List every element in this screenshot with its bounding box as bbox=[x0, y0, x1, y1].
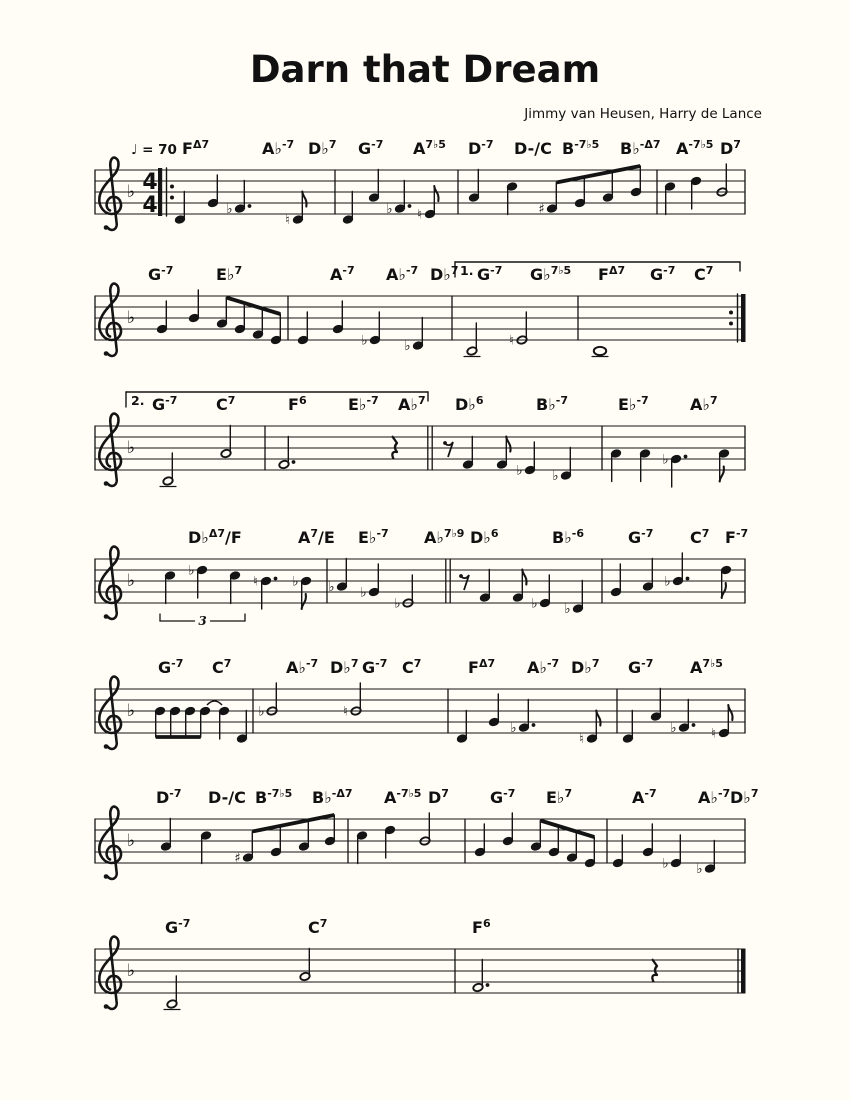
chord-symbol: D♭$^6$ bbox=[470, 527, 499, 547]
chord-symbol: $G^{-7}$ bbox=[158, 657, 184, 677]
treble-clef-icon bbox=[99, 807, 121, 879]
note bbox=[384, 825, 395, 858]
note bbox=[488, 694, 499, 727]
accidental-flat: ♭ bbox=[531, 596, 538, 612]
chord-symbol: E♭$^7$ bbox=[216, 264, 243, 284]
note bbox=[479, 570, 490, 603]
treble-clef-dot bbox=[104, 1004, 109, 1009]
treble-clef-dot bbox=[104, 744, 109, 749]
accidental-natural: ♮ bbox=[579, 732, 584, 747]
chord-symbol: $D^7$ bbox=[720, 138, 741, 158]
accidental-natural: ♮ bbox=[343, 704, 348, 720]
chord-symbol: E♭$^{-7}$ bbox=[358, 527, 389, 547]
accidental-flat: ♭ bbox=[662, 856, 669, 872]
treble-clef-dot bbox=[104, 481, 109, 486]
note bbox=[236, 711, 247, 744]
note bbox=[174, 192, 185, 225]
chord-symbol: $F^{\Delta 7}$ bbox=[598, 264, 626, 284]
chord-symbol: $G^{-7}$ bbox=[148, 264, 174, 284]
chord-symbol: $C^7$ bbox=[694, 264, 714, 284]
note bbox=[650, 689, 661, 722]
final-barline bbox=[741, 949, 746, 994]
music-notation bbox=[95, 138, 758, 1010]
treble-clef-dot bbox=[104, 614, 109, 619]
accidental-natural: ♮ bbox=[285, 213, 290, 228]
chord-symbol: $G^{-7}$ bbox=[628, 657, 654, 677]
note bbox=[496, 437, 510, 470]
chord-symbol: D♭$^7$ bbox=[571, 657, 600, 677]
augmentation-dot bbox=[532, 723, 536, 727]
tie bbox=[207, 701, 222, 705]
note bbox=[592, 347, 608, 357]
triplet-number: 3 bbox=[198, 614, 207, 628]
chord-symbol: $A^{7♭5}$ bbox=[690, 657, 723, 677]
chord-symbol: A♭$^{-7}$ bbox=[286, 657, 319, 677]
accidental-flat: ♭ bbox=[564, 602, 571, 617]
chord-symbol: A♭$^{-7}$ bbox=[386, 264, 419, 284]
chord-symbol: $D^{-7}$ bbox=[468, 138, 494, 158]
chord-symbol: $A^{-7}$ bbox=[330, 264, 355, 284]
chord-symbol: $F^{\Delta 7}$ bbox=[468, 657, 496, 677]
chord-symbol: $A^7/E$ bbox=[298, 527, 335, 547]
chord-symbol: $D^{-7}$ bbox=[156, 787, 182, 807]
note bbox=[468, 170, 479, 203]
repeat-start-barline bbox=[158, 168, 162, 216]
composer-credit: Jimmy van Heusen, Harry de Lance bbox=[524, 106, 762, 122]
accidental-flat: ♭ bbox=[258, 704, 265, 720]
note bbox=[229, 571, 240, 604]
accidental-flat: ♭ bbox=[516, 463, 523, 479]
note bbox=[506, 182, 517, 215]
treble-clef-icon bbox=[99, 937, 121, 1009]
note bbox=[386, 181, 411, 218]
key-signature-flat: ♭ bbox=[127, 701, 136, 721]
chord-symbol: $G^{-7}$ bbox=[490, 787, 516, 807]
eighth-rest bbox=[446, 442, 454, 457]
beam bbox=[226, 298, 280, 315]
chord-symbol: B♭$^{-7}$ bbox=[536, 394, 568, 414]
key-signature-flat: ♭ bbox=[127, 961, 136, 981]
chord-symbol: A♭$^{7♭9}$ bbox=[424, 527, 465, 547]
treble-clef-icon bbox=[99, 414, 121, 486]
treble-clef-icon bbox=[99, 547, 121, 619]
note bbox=[718, 449, 729, 482]
note bbox=[404, 318, 423, 355]
chord-symbol: D♭$^7$ bbox=[430, 264, 459, 284]
note bbox=[188, 290, 199, 323]
accidental-flat: ♭ bbox=[292, 574, 299, 590]
note bbox=[164, 571, 175, 604]
accidental-flat: ♭ bbox=[328, 580, 335, 595]
treble-clef-icon bbox=[99, 677, 121, 749]
staff-system-3 bbox=[95, 392, 745, 487]
chord-symbol: $A^{-7♭5}$ bbox=[384, 787, 422, 807]
accidental-flat: ♭ bbox=[386, 202, 393, 217]
chord-symbol: E♭$^{-7}$ bbox=[618, 394, 649, 414]
note bbox=[670, 700, 695, 737]
eighth-rest bbox=[462, 575, 470, 590]
note bbox=[328, 559, 347, 596]
triplet-bracket bbox=[160, 614, 245, 628]
accidental-flat: ♭ bbox=[226, 202, 233, 217]
accidental-sharp: ♯ bbox=[234, 851, 241, 866]
chord-symbol: $C^7$ bbox=[402, 657, 422, 677]
chord-symbol: $G^{-7}$ bbox=[165, 917, 191, 937]
note bbox=[664, 182, 675, 215]
accidental-flat: ♭ bbox=[188, 563, 195, 579]
augmentation-dot bbox=[292, 460, 296, 464]
accidental-flat: ♭ bbox=[361, 333, 368, 349]
staff-system-6 bbox=[95, 787, 758, 879]
note bbox=[538, 202, 557, 217]
accidental-sharp: ♯ bbox=[538, 202, 545, 217]
note bbox=[510, 700, 535, 737]
note bbox=[278, 437, 295, 470]
note bbox=[160, 819, 171, 852]
staff-system-2 bbox=[95, 262, 746, 357]
note bbox=[220, 426, 231, 459]
accidental-flat: ♭ bbox=[670, 721, 677, 736]
chord-symbol: $F^{-7}$ bbox=[725, 527, 749, 547]
chord-symbol: D♭$^{\Delta 7}$/F bbox=[188, 527, 242, 547]
note bbox=[297, 312, 308, 345]
treble-clef-dot bbox=[104, 351, 109, 356]
accidental-natural: ♮ bbox=[417, 207, 422, 223]
chord-symbol: A♭$^{-7}$ bbox=[698, 787, 731, 807]
accidental-flat: ♭ bbox=[404, 339, 411, 354]
augmentation-dot bbox=[408, 204, 412, 208]
accidental-flat: ♭ bbox=[664, 574, 671, 590]
chord-symbol: B♭$^{-\Delta 7}$ bbox=[312, 787, 353, 807]
note bbox=[472, 960, 489, 993]
chord-symbol: $C^7$ bbox=[308, 917, 328, 937]
accidental-flat: ♭ bbox=[662, 452, 669, 468]
note bbox=[285, 192, 306, 229]
staff-system-4 bbox=[95, 527, 748, 628]
chord-symbol: D-/C bbox=[208, 788, 246, 807]
note bbox=[642, 559, 653, 592]
note bbox=[639, 449, 650, 482]
note bbox=[156, 301, 167, 334]
note bbox=[462, 437, 473, 470]
repeat-dot bbox=[729, 322, 733, 326]
note bbox=[612, 835, 623, 868]
rest bbox=[443, 441, 453, 457]
treble-clef-icon bbox=[99, 284, 121, 356]
chord-symbol: $C^7$ bbox=[690, 527, 710, 547]
note bbox=[610, 449, 621, 482]
chord-symbol: A♭$^7$ bbox=[690, 394, 718, 414]
page-title: Darn that Dream bbox=[249, 48, 601, 91]
note bbox=[356, 831, 367, 864]
note bbox=[200, 831, 211, 864]
chord-symbol: B♭$^{-\Delta 7}$ bbox=[620, 138, 661, 158]
note bbox=[474, 824, 485, 857]
chord-symbol: $B^{-7♭5}$ bbox=[255, 787, 293, 807]
repeat-dot bbox=[170, 185, 174, 189]
augmentation-dot bbox=[486, 983, 490, 987]
note bbox=[552, 448, 571, 485]
augmentation-dot bbox=[686, 577, 690, 581]
treble-clef-icon bbox=[99, 158, 121, 230]
chord-symbol: $B^{-7♭5}$ bbox=[562, 138, 600, 158]
note bbox=[512, 570, 526, 603]
accidental-natural: ♮ bbox=[509, 333, 514, 349]
chord-symbol: E♭$^7$ bbox=[546, 787, 573, 807]
time-signature: 4 bbox=[142, 170, 158, 195]
note bbox=[226, 181, 251, 218]
chord-symbol: D♭$^6$ bbox=[455, 394, 484, 414]
chord-symbol: $F^{\Delta 7}$ bbox=[182, 138, 210, 158]
accidental-flat: ♭ bbox=[510, 721, 517, 736]
chord-symbol: A♭$^7$ bbox=[398, 394, 426, 414]
rest bbox=[459, 574, 469, 590]
chord-symbol: $F^6$ bbox=[472, 917, 491, 937]
key-signature-flat: ♭ bbox=[127, 571, 136, 591]
note bbox=[342, 192, 353, 225]
augmentation-dot bbox=[248, 204, 252, 208]
chord-symbol: $G^{-7}$ bbox=[628, 527, 654, 547]
repeat-end-barline bbox=[741, 294, 746, 342]
augmentation-dot bbox=[274, 577, 278, 581]
chord-symbol: $C^7$ bbox=[212, 657, 232, 677]
chord-symbol: D♭$^7$ bbox=[730, 787, 759, 807]
chord-symbol: D♭$^7$ bbox=[308, 138, 337, 158]
accidental-flat: ♭ bbox=[394, 596, 401, 612]
note bbox=[456, 711, 467, 744]
augmentation-dot bbox=[684, 455, 688, 459]
tempo-marking: ♩ = 70 bbox=[131, 142, 177, 158]
chord-symbol: $D^7$ bbox=[428, 787, 449, 807]
note bbox=[690, 176, 701, 209]
beam bbox=[252, 815, 334, 832]
note bbox=[502, 813, 513, 846]
chord-symbol: A♭$^{-7}$ bbox=[262, 138, 295, 158]
staff-system-1 bbox=[95, 138, 745, 230]
note bbox=[218, 706, 229, 739]
staff-system-7 bbox=[95, 917, 746, 1010]
chord-symbol: $G^{-7}$ bbox=[362, 657, 388, 677]
note bbox=[622, 711, 633, 744]
beam bbox=[556, 166, 640, 183]
chord-symbol: D♭$^7$ bbox=[330, 657, 359, 677]
time-signature: 4 bbox=[142, 193, 158, 218]
chord-symbol: D-/C bbox=[514, 139, 552, 158]
ending-number: 2. bbox=[131, 393, 145, 408]
accidental-flat: ♭ bbox=[552, 469, 559, 484]
repeat-dot bbox=[729, 311, 733, 315]
chord-symbol: $C^7$ bbox=[216, 394, 236, 414]
treble-clef-dot bbox=[104, 874, 109, 879]
key-signature-flat: ♭ bbox=[127, 182, 136, 202]
note bbox=[696, 841, 715, 878]
note bbox=[299, 949, 310, 982]
whole-note-head bbox=[594, 347, 606, 355]
accidental-flat: ♭ bbox=[360, 585, 367, 601]
note bbox=[368, 170, 379, 203]
augmentation-dot bbox=[692, 723, 696, 727]
note bbox=[642, 824, 653, 857]
key-signature-flat: ♭ bbox=[127, 308, 136, 328]
chord-symbol: $A^{-7♭5}$ bbox=[676, 138, 714, 158]
accidental-natural: ♮ bbox=[253, 574, 258, 590]
chord-symbol: $G^{-7}$ bbox=[650, 264, 676, 284]
ending-number: 1. bbox=[460, 263, 474, 278]
chord-symbol: $G^{-7}$ bbox=[358, 138, 384, 158]
chord-symbol: G♭$^{7♭5}$ bbox=[530, 264, 572, 284]
accidental-flat: ♭ bbox=[696, 862, 703, 877]
beam bbox=[540, 821, 594, 838]
chord-symbol: $G^{-7}$ bbox=[152, 394, 178, 414]
chord-symbol: $G^{-7}$ bbox=[477, 264, 503, 284]
treble-clef-dot bbox=[104, 225, 109, 230]
repeat-dot bbox=[170, 196, 174, 200]
note bbox=[207, 175, 218, 208]
chord-symbol: $A^{7♭5}$ bbox=[413, 138, 446, 158]
staff-system-5 bbox=[95, 657, 745, 749]
note bbox=[579, 711, 600, 748]
chord-symbol: E♭$^{-7}$ bbox=[348, 394, 379, 414]
chord-symbol: $F^6$ bbox=[288, 394, 307, 414]
key-signature-flat: ♭ bbox=[127, 831, 136, 851]
chord-symbol: A♭$^{-7}$ bbox=[527, 657, 560, 677]
key-signature-flat: ♭ bbox=[127, 438, 136, 458]
note bbox=[720, 565, 731, 598]
note bbox=[332, 301, 343, 334]
note bbox=[610, 564, 621, 597]
note bbox=[564, 581, 583, 618]
accidental-natural: ♮ bbox=[711, 726, 716, 742]
note bbox=[234, 851, 253, 866]
chord-symbol: $A^{-7}$ bbox=[632, 787, 657, 807]
chord-symbol: B♭$^{-6}$ bbox=[552, 527, 584, 547]
